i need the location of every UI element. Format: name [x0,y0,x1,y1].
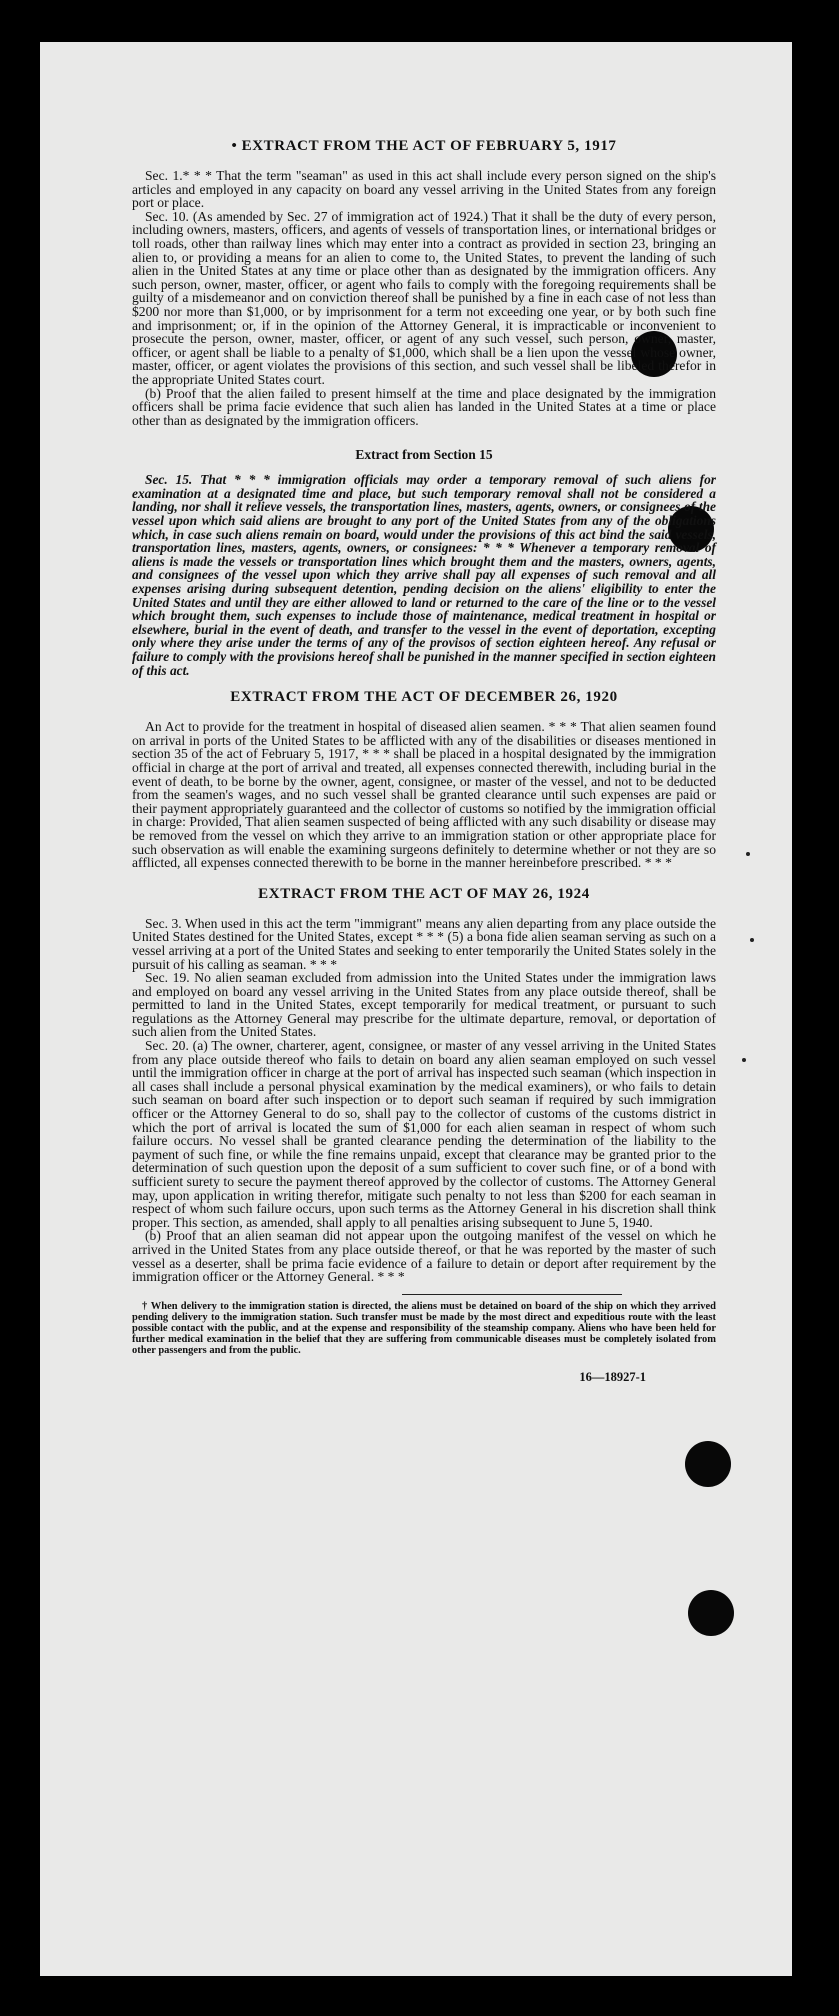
paragraph-sec20b: (b) Proof that an alien seaman did not appear upon the outgoing manifest of the vessel on which he arrived in the United States from any place outside thereof, or that he was reported by the master of such vessel as a deserter, shall be prima facie evidence of a failure to detain or deport after requirement by the immigration officer or the Attorney General. * * * [132,1228,716,1285]
document-page [40,42,792,1976]
heading-act-1920: EXTRACT FROM THE ACT OF DECEMBER 26, 1920 [230,689,618,706]
paragraph-sec15: Sec. 15. That * * * immigration officials may order a temporary removal of such aliens for examination at a designated time and place, but such temporary removal shall not be considered a landing, nor shall it relieve vessels, the transportation lines, masters, agents, owners, or consignees of the vessel upon which said aliens are brought to any port of the United States from any of the obligations which, in case such aliens remain on board, would under the provisions of this act bind the said vessels, transportation lines, masters, agents, owners, or consignees: * * * Whenever a temporary removal of aliens is made the vessels or transportation lines which brought them and the masters, owners, agents, and consignees of the vessel upon which they arrive shall pay all expenses of such removal and all expenses arising during subsequent detention, pending decision on the aliens' eligibility to enter the United States and until they are either allowed to land or returned to the care of the line or to the vessel which brought them, such expenses to include those of maintenance, medical treatment in hospital or elsewhere, burial in the event of death, and transfer to the vessel in the event of deportation, excepting only where they arise under the terms of any of the provisos of section eighteen hereof. Any refusal or failure to comply with the provisions hereof shall be punished in the manner specified in section eighteen of this act. [132,472,716,678]
ink-spot [742,1058,746,1062]
ink-spot [746,852,750,856]
footnote-divider [402,1294,622,1295]
heading-act-1917: • EXTRACT FROM THE ACT OF FEBRUARY 5, 1917 [231,138,617,154]
heading-section-15: Extract from Section 15 [355,447,493,463]
heading-act-1924: EXTRACT FROM THE ACT OF MAY 26, 1924 [258,885,590,902]
paragraph-sec10: Sec. 10. (As amended by Sec. 27 of immigration act of 1924.) That it shall be the duty of every person, including owners, masters, officers, and agents of vessels of transportation lines, or international bridges or toll roads, other than railway lines which may enter into a contract as provided in section 23, bringing an alien to, or providing a means for an alien to come to, the United States, to prevent the landing of such alien in the United States at any time or place other than as designated by the immigration officers. Any such person, owner, master, officer, or agent who fails to comply with the foregoing requirements shall be guilty of a misdemeanor and on conviction thereof shall be punished by a fine in each case of not less than $200 nor more than $1,000, or by imprisonment for a term not exceeding one year, or by both such fine and imprisonment; or, if in the opinion of the Attorney General, it is impracticable or inconvenient to prosecute the person, owner, master, officer, or agent of any such vessel, such person, owner, master, officer, or agent shall be liable to a penalty of $1,000, which shall be a lien upon the vessel whose owner, master, officer, or agent violates the provisions of this section, and such vessel shall be libeled therefor in the appropriate United States court. [132,208,716,387]
footnote: † When delivery to the immigration station is directed, the aliens must be detained on board of the ship on which they arrived pending delivery to the immigration station. Such transfer must be made by the most direct and expeditious route with the least possible contact with the public, and at the expense and responsibility of the steamship company. Aliens who have been held for further medical examination in the belief that they are suffering from communicable diseases must be completely isolated from other passengers and from the public. [132,1300,716,1356]
punch-hole [685,1441,731,1487]
punch-hole [688,1590,734,1636]
paragraph-sec20: Sec. 20. (a) The owner, charterer, agent, consignee, or master of any vessel arriving in the United States from any place outside thereof who fails to detain on board any alien seaman employed on such vessel until the immigration officer in charge at the port of arrival has inspected such seaman (which inspection in all cases shall include a personal physical examination by the medical examiners), or who fails to detain such seaman on board after such inspection or to deport such seaman if required by such immigration officer or the Attorney General to do so, shall pay to the collector of customs of the customs district in which the port of arrival is located the sum of $1,000 for each alien seaman in respect of whom such failure occurs. No vessel shall be granted clearance pending the determination of the liability to the payment of such fine, or while the fine remains unpaid, except that clearance may be granted prior to the determination of such question upon the deposit of a sum sufficient to cover such fine, or of a bond with sufficient surety to secure the payment thereof approved by the collector of customs. The Attorney General may, upon application in writing therefor, mitigate such penalty to not less than $200 for each seaman in respect of whom such failure occurs, upon such terms as the Attorney General in his discretion shall think proper. This section, as amended, shall apply to all penalties arising subsequent to June 5, 1940. [132,1038,716,1230]
paragraph-act-1920: An Act to provide for the treatment in hospital of diseased alien seamen. * * * That alien seamen found on arrival in ports of the United States to be afflicted with any of the disabilities or diseases mentioned in section 35 of the act of February 5, 1917, * * * shall be placed in a hospital designated by the immigration official in charge at the port of arrival and treated, all expenses connected therewith, including burial in the event of death, to be borne by the owner, agent, consignee, or master of the vessel, and not to be deducted from the seamen's wages, and no such vessel shall be granted clearance until such expenses are paid or their payment appropriately guaranteed and the collector of customs so notified by the immigration official in charge: Provided, That alien seamen suspected of being afflicted with any such disability or disease may be removed from the vessel on which they arrive to an immigration station or other appropriate place for such observation as will enable the examining surgeons definitely to determine whether or not they are so afflicted, all expenses connected therewith to be borne in the manner hereinbefore prescribed. * * * [132,719,716,871]
ink-spot [750,938,754,942]
paragraph-sec10b: (b) Proof that the alien failed to present himself at the time and place designated by the immigration officers shall be prima facie evidence that such alien has landed in the United States at a time or place other than as designated by the immigration officers. [132,385,716,428]
paragraph-sec3: Sec. 3. When used in this act the term "immigrant" means any alien departing from any place outside the United States destined for the United States, except * * * (5) a bona fide alien seaman serving as such on a vessel arriving at a port of the United States and seeking to enter temporarily the United States solely in the pursuit of his calling as seaman. * * * [132,915,717,972]
paragraph-sec19: Sec. 19. No alien seaman excluded from admission into the United States under the immigration laws and employed on board any vessel arriving in the United States from any place outside thereof, shall be permitted to land in the United States, except temporarily for medical treatment, or pursuant to such regulations as the Attorney General may prescribe for the ultimate departure, removal, or deportation of such alien from the United States. [132,970,716,1040]
document-body [132,138,716,1385]
paragraph-sec1: Sec. 1.* * * That the term "seaman" as used in this act shall include every person signed on the ship's articles and employed in any capacity on board any vessel arriving in the United States from any foreign port or place. [132,168,716,211]
form-code: 16—18927-1 [579,1369,646,1384]
